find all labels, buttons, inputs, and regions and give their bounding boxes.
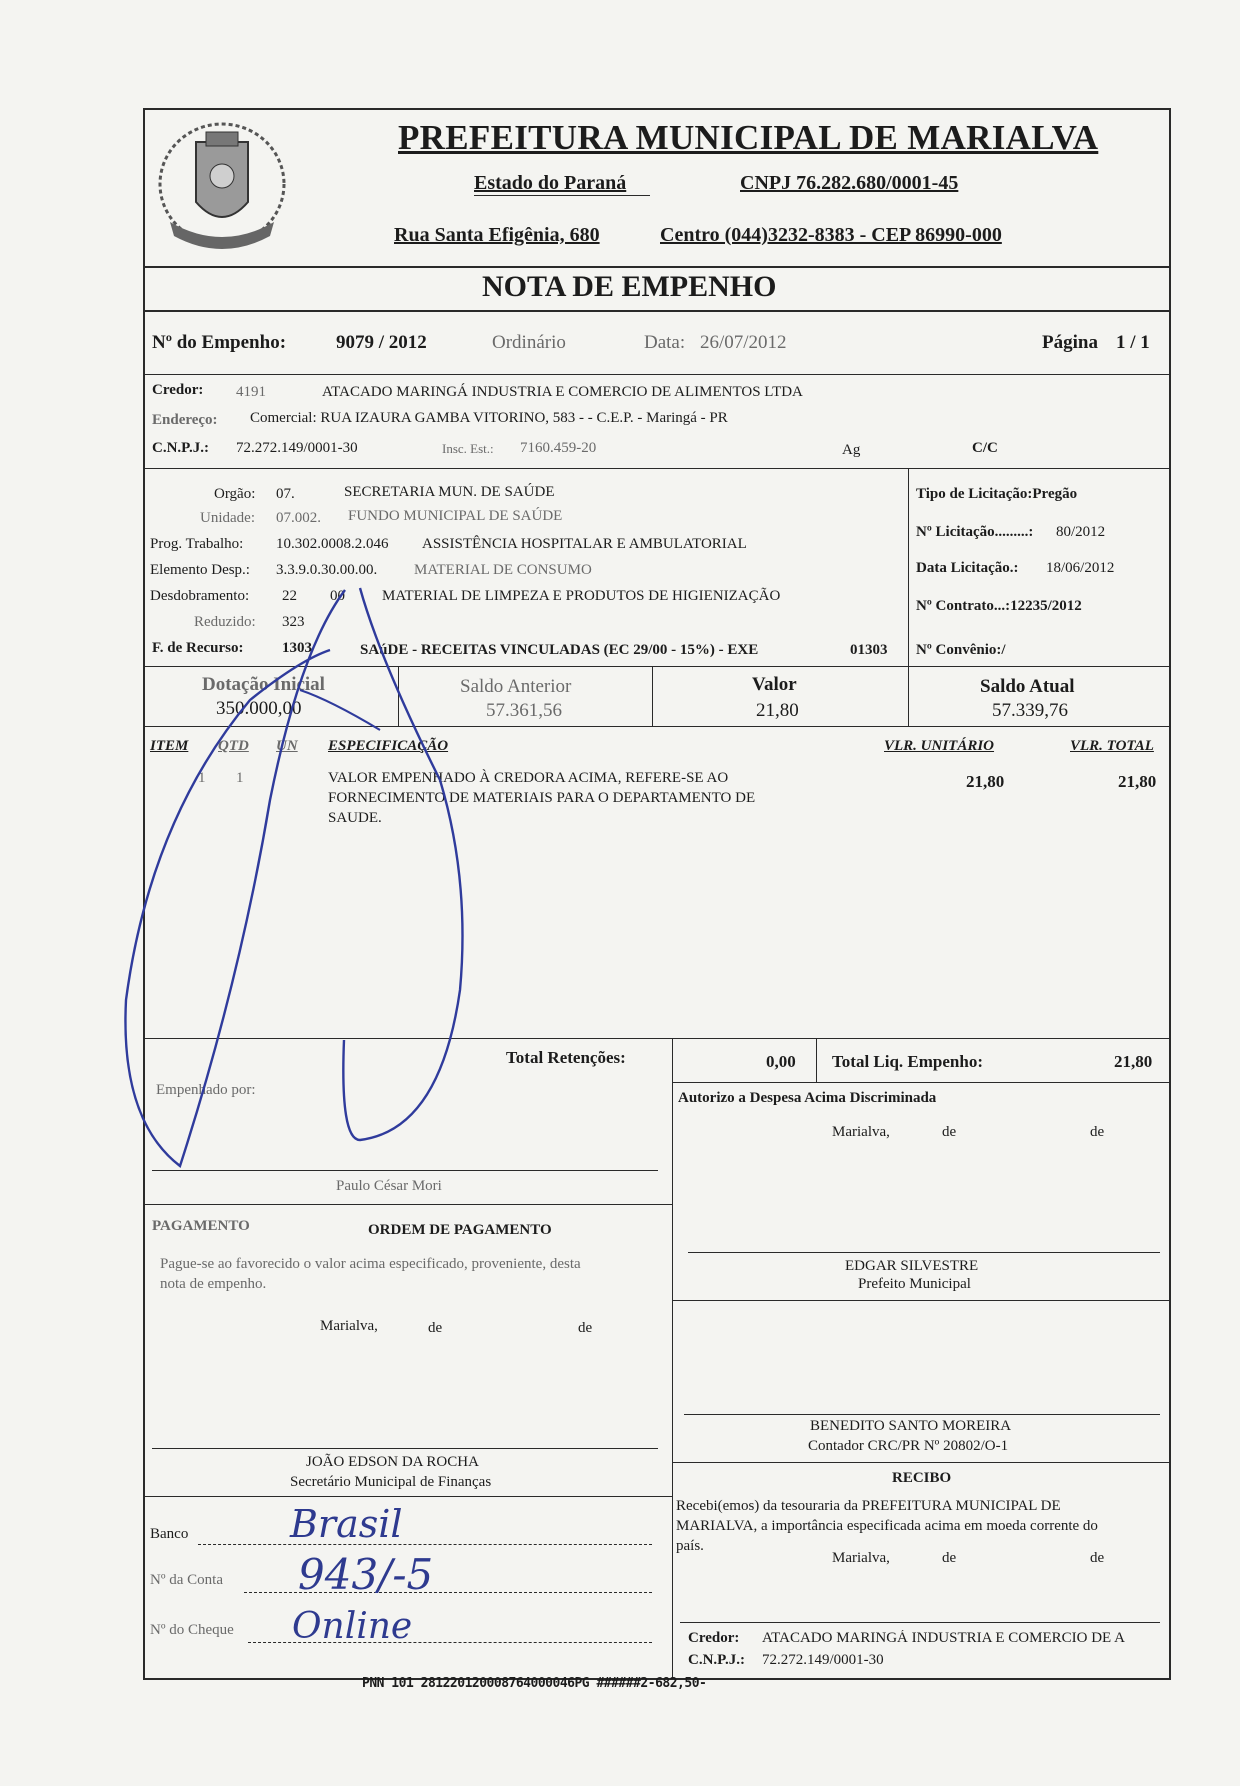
contador-name: BENEDITO SANTO MOREIRA: [810, 1418, 1012, 1434]
recibo-line1: Recebi(emos) da tesouraria da PREFEITURA MUNICIPAL DE: [676, 1498, 1061, 1514]
pagamento-text-line1: Pague-se ao favorecido o valor acima especificado, proveniente, desta: [160, 1256, 581, 1272]
recurso-code: 1303: [282, 640, 312, 656]
desdobramento-label: Desdobramento:: [150, 588, 250, 604]
recibo-marialva: Marialva,: [832, 1550, 890, 1566]
credor-code: 4191: [236, 384, 266, 400]
header-cnpj: CNPJ 76.282.680/0001-45: [740, 172, 959, 194]
autorizo-de-1: de: [942, 1124, 957, 1140]
item-spec-line1: VALOR EMPENHADO À CREDORA ACIMA, REFERE-SE AO: [328, 770, 729, 786]
recibo-line3: país.: [676, 1538, 704, 1554]
page-label: Página: [1042, 332, 1098, 353]
recibo-title: RECIBO: [892, 1470, 952, 1486]
orgao-label: Orgão:: [214, 486, 256, 502]
saldo-anterior-label: Saldo Anterior: [460, 676, 572, 697]
cheque-label: Nº do Cheque: [150, 1622, 234, 1638]
dotacao-inicial-value: 350.000,00: [216, 698, 302, 719]
recurso-num: 01303: [850, 642, 888, 658]
unidade-code: 07.002.: [276, 510, 321, 526]
pagamento-marialva: Marialva,: [320, 1318, 378, 1334]
col-spec: ESPECIFICAÇÃO: [328, 738, 449, 754]
credor-cnpj: 72.272.149/0001-30: [236, 440, 358, 456]
credor-cc-label: C/C: [972, 440, 998, 456]
dotacao-inicial-label: Dotação Inicial: [202, 674, 325, 695]
recurso-label: F. de Recurso:: [152, 640, 244, 656]
licitacao-numero: 80/2012: [1056, 524, 1106, 540]
pagamento-de-2: de: [578, 1320, 593, 1336]
credor-ie: 7160.459-20: [520, 440, 597, 456]
banco-value: Brasil: [290, 1502, 403, 1546]
prog-label: Prog. Trabalho:: [150, 536, 244, 552]
empenhado-por-label: Empenhado por:: [156, 1082, 256, 1098]
item-qtd: 1: [236, 770, 244, 786]
recibo-credor-name: ATACADO MARINGÁ INDUSTRIA E COMERCIO DE A: [762, 1630, 1125, 1646]
prog-name: ASSISTÊNCIA HOSPITALAR E AMBULATORIAL: [422, 536, 747, 552]
secretario-role: Secretário Municipal de Finanças: [290, 1474, 492, 1490]
autorizo-marialva: Marialva,: [832, 1124, 890, 1140]
col-un: UN: [276, 738, 298, 754]
elemento-code: 3.3.9.0.30.00.00.: [276, 562, 378, 578]
col-item: ITEM: [150, 738, 189, 754]
item-total-value: 21,80: [1118, 772, 1157, 791]
recibo-line2: MARIALVA, a importância especificada acima em moeda corrente do: [676, 1518, 1098, 1534]
saldo-anterior-value: 57.361,56: [486, 700, 562, 721]
recibo-credor-label: Credor:: [688, 1630, 740, 1646]
autorizo-de-2: de: [1090, 1124, 1105, 1140]
item-unit-value: 21,80: [966, 772, 1005, 791]
footer-code: PNN 101 281220120008764000046PG ######2-682,50-: [362, 1676, 707, 1691]
header-address: Rua Santa Efigênia, 680: [394, 224, 600, 246]
recurso-name: SAúDE - RECEITAS VINCULADAS (EC 29/00 - 15%) - EXE: [360, 642, 759, 658]
doc-title: NOTA DE EMPENHO: [482, 270, 777, 303]
empenho-date: 26/07/2012: [700, 332, 787, 353]
desdobramento-code: 22: [282, 588, 297, 604]
orgao-name: SECRETARIA MUN. DE SAÚDE: [344, 484, 555, 500]
recibo-de-2: de: [1090, 1550, 1105, 1566]
elemento-name: MATERIAL DE CONSUMO: [414, 562, 592, 578]
header-state: Estado do Paraná: [474, 172, 627, 194]
total-liquido-value: 21,80: [1114, 1052, 1153, 1071]
pagamento-text-line2: nota de empenho.: [160, 1276, 267, 1292]
prefeito-role: Prefeito Municipal: [858, 1276, 971, 1292]
recibo-de-1: de: [942, 1550, 957, 1566]
desdobramento-sub: 00: [330, 588, 345, 604]
page-number: 1 / 1: [1116, 332, 1150, 353]
total-retencoes-value: 0,00: [766, 1052, 796, 1071]
unidade-name: FUNDO MUNICIPAL DE SAÚDE: [348, 508, 563, 524]
recibo-cnpj: 72.272.149/0001-30: [762, 1652, 884, 1668]
licitacao-tipo: Tipo de Licitação:Pregão: [916, 486, 1078, 502]
licitacao-contrato: Nº Contrato...:12235/2012: [916, 598, 1082, 614]
total-liquido-label: Total Liq. Empenho:: [832, 1052, 983, 1071]
unidade-label: Unidade:: [200, 510, 255, 526]
saldo-atual-label: Saldo Atual: [980, 676, 1075, 697]
reduzido-label: Reduzido:: [194, 614, 256, 630]
total-retencoes-label: Total Retenções:: [506, 1048, 626, 1067]
reduzido-value: 323: [282, 614, 305, 630]
credor-ie-label: Insc. Est.:: [442, 441, 494, 456]
desdobramento-name: MATERIAL DE LIMPEZA E PRODUTOS DE HIGIENIZAÇÃO: [382, 588, 781, 604]
header-address-rest: Centro (044)3232-8383 - CEP 86990-000: [660, 224, 1002, 246]
empenho-number-label: Nº do Empenho:: [152, 332, 287, 353]
prefeito-name: EDGAR SILVESTRE: [845, 1258, 979, 1274]
ordem-pagamento-label: ORDEM DE PAGAMENTO: [368, 1222, 552, 1238]
item-spec-line3: SAUDE.: [328, 810, 382, 826]
licitacao-numero-label: Nº Licitação.........:: [916, 524, 1034, 540]
saldo-atual-value: 57.339,76: [992, 700, 1068, 721]
header-title: PREFEITURA MUNICIPAL DE MARIALVA: [398, 118, 1099, 157]
valor-label: Valor: [752, 674, 797, 695]
secretario-name: JOÃO EDSON DA ROCHA: [306, 1454, 479, 1470]
elemento-label: Elemento Desp.:: [150, 562, 250, 578]
col-qtd: QTD: [218, 738, 249, 754]
recibo-cnpj-label: C.N.P.J.:: [688, 1652, 745, 1668]
credor-ag-label: Ag: [842, 442, 861, 458]
licitacao-data: 18/06/2012: [1046, 560, 1115, 576]
empenho-date-label: Data:: [644, 332, 686, 353]
item-number: 1: [198, 770, 206, 786]
item-spec-line2: FORNECIMENTO DE MATERIAIS PARA O DEPARTAMENTO DE: [328, 790, 756, 806]
valor-value: 21,80: [756, 700, 799, 721]
conta-label: Nº da Conta: [150, 1572, 223, 1588]
col-unit-value: VLR. UNITÁRIO: [884, 738, 995, 754]
credor-cnpj-label: C.N.P.J.:: [152, 440, 209, 456]
prog-code: 10.302.0008.2.046: [276, 536, 389, 552]
contador-role: Contador CRC/PR Nº 20802/O-1: [808, 1438, 1009, 1454]
conta-value: 943/-5: [298, 1550, 434, 1599]
licitacao-convenio: Nº Convênio:/: [916, 642, 1006, 658]
credor-address: Comercial: RUA IZAURA GAMBA VITORINO, 583 - - C.E.P. - Maringá - PR: [250, 410, 728, 426]
empenhado-name: Paulo César Mori: [336, 1178, 442, 1194]
credor-label: Credor:: [152, 382, 204, 398]
pagamento-label: PAGAMENTO: [152, 1218, 250, 1234]
empenho-type: Ordinário: [492, 332, 566, 353]
licitacao-data-label: Data Licitação.:: [916, 560, 1019, 576]
pagamento-de-1: de: [428, 1320, 443, 1336]
autorizo-label: Autorizo a Despesa Acima Discriminada: [678, 1090, 937, 1106]
empenho-number: 9079 / 2012: [336, 332, 427, 353]
orgao-code: 07.: [276, 486, 295, 502]
credor-address-label: Endereço:: [152, 412, 218, 428]
cheque-value: Online: [292, 1606, 413, 1647]
credor-name: ATACADO MARINGÁ INDUSTRIA E COMERCIO DE ALIMENTOS LTDA: [322, 384, 803, 400]
banco-label: Banco: [150, 1526, 189, 1542]
col-total-value: VLR. TOTAL: [1070, 738, 1154, 754]
